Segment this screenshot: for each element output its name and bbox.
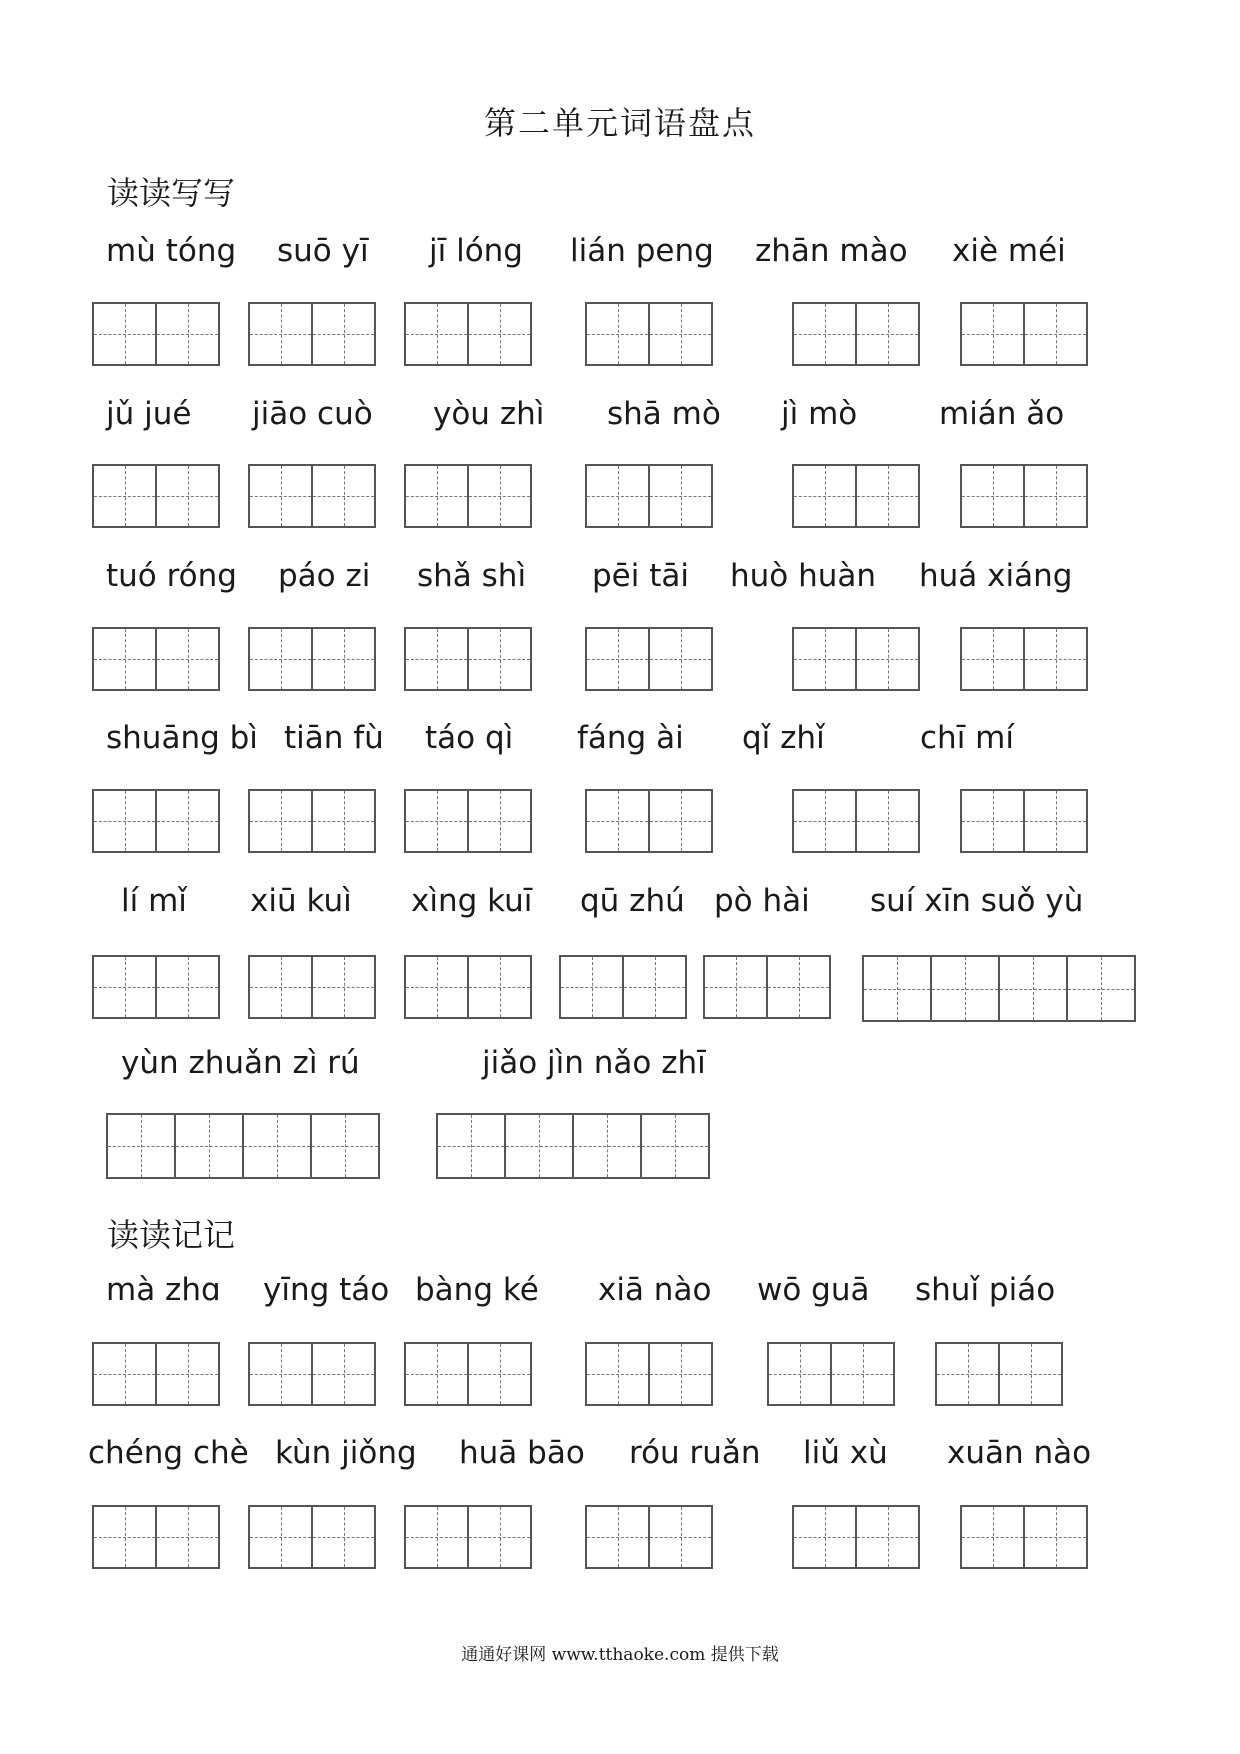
writing-cell[interactable]: [1066, 957, 1134, 1020]
writing-cell[interactable]: [406, 1344, 467, 1404]
writing-grid[interactable]: [248, 1505, 376, 1569]
writing-cell[interactable]: [311, 304, 374, 364]
pinyin-label: táo qì: [425, 720, 514, 756]
writing-cell[interactable]: [311, 629, 374, 689]
writing-cell[interactable]: [94, 957, 155, 1017]
writing-cell[interactable]: [467, 1344, 530, 1404]
pinyin-label: xìng kuī: [411, 883, 533, 919]
writing-cell[interactable]: [94, 1344, 155, 1404]
writing-cell[interactable]: [467, 1507, 530, 1567]
pinyin-label: qǐ zhǐ: [742, 720, 825, 756]
writing-cell[interactable]: [962, 466, 1023, 526]
writing-cell[interactable]: [766, 957, 829, 1017]
writing-cell[interactable]: [94, 791, 155, 851]
writing-cell[interactable]: [155, 304, 218, 364]
writing-cell[interactable]: [622, 957, 685, 1017]
writing-cell[interactable]: [998, 1344, 1061, 1404]
writing-cell[interactable]: [794, 304, 855, 364]
writing-cell[interactable]: [311, 957, 374, 1017]
writing-cell[interactable]: [794, 791, 855, 851]
pinyin-label: jiāo cuò: [252, 396, 373, 432]
pinyin-label: suí xīn suǒ yù: [870, 883, 1084, 919]
writing-cell[interactable]: [962, 791, 1023, 851]
pinyin-label: tuó róng: [106, 558, 237, 594]
pinyin-label: tiān fù: [284, 720, 384, 756]
writing-cell[interactable]: [937, 1344, 998, 1404]
writing-cell[interactable]: [769, 1344, 830, 1404]
writing-cell[interactable]: [250, 304, 311, 364]
writing-cell[interactable]: [1023, 1507, 1086, 1567]
pinyin-label: liǔ xù: [803, 1435, 888, 1471]
writing-cell[interactable]: [572, 1115, 640, 1177]
writing-cell[interactable]: [155, 957, 218, 1017]
writing-cell[interactable]: [648, 304, 711, 364]
writing-grid[interactable]: [92, 1342, 220, 1406]
writing-grid[interactable]: [92, 627, 220, 691]
pinyin-label: jī lóng: [429, 233, 523, 269]
pinyin-label: huā bāo: [459, 1435, 585, 1471]
writing-cell[interactable]: [855, 791, 918, 851]
writing-grid[interactable]: [404, 955, 532, 1019]
writing-cell[interactable]: [587, 304, 648, 364]
pinyin-label: shǎ shì: [417, 558, 527, 594]
writing-cell[interactable]: [794, 1507, 855, 1567]
writing-cell[interactable]: [962, 1507, 1023, 1567]
writing-grid[interactable]: [92, 1505, 220, 1569]
pinyin-label: fáng ài: [577, 720, 684, 756]
pinyin-label: róu ruǎn: [629, 1435, 761, 1471]
writing-cell[interactable]: [1023, 629, 1086, 689]
writing-grid[interactable]: [792, 302, 920, 366]
writing-grid[interactable]: [960, 789, 1088, 853]
writing-cell[interactable]: [587, 629, 648, 689]
writing-cell[interactable]: [587, 1344, 648, 1404]
writing-cell[interactable]: [310, 1115, 378, 1177]
writing-cell[interactable]: [648, 1507, 711, 1567]
writing-grid[interactable]: [92, 955, 220, 1019]
writing-cell[interactable]: [250, 1507, 311, 1567]
writing-grid[interactable]: [585, 789, 713, 853]
writing-grid[interactable]: [248, 955, 376, 1019]
pinyin-label: xuān nào: [947, 1435, 1092, 1471]
writing-cell[interactable]: [794, 629, 855, 689]
writing-cell[interactable]: [94, 304, 155, 364]
pinyin-label: chī mí: [920, 720, 1014, 756]
pinyin-label: pò hài: [714, 883, 810, 919]
writing-cell[interactable]: [962, 304, 1023, 364]
writing-grid[interactable]: [767, 1342, 895, 1406]
writing-cell[interactable]: [1023, 791, 1086, 851]
writing-grid[interactable]: [248, 464, 376, 528]
writing-cell[interactable]: [794, 466, 855, 526]
writing-cell[interactable]: [855, 629, 918, 689]
writing-cell[interactable]: [438, 1115, 504, 1177]
writing-grid[interactable]: [585, 1342, 713, 1406]
writing-cell[interactable]: [406, 957, 467, 1017]
pinyin-label: yòu zhì: [433, 396, 545, 432]
pinyin-label: lí mǐ: [121, 883, 187, 919]
pinyin-label: chéng chè: [88, 1435, 249, 1471]
writing-cell[interactable]: [94, 466, 155, 526]
writing-cell[interactable]: [504, 1115, 572, 1177]
writing-cell[interactable]: [174, 1115, 242, 1177]
writing-cell[interactable]: [155, 629, 218, 689]
pinyin-label: shuǐ piáo: [915, 1272, 1056, 1308]
pinyin-label: shā mò: [607, 396, 721, 432]
writing-cell[interactable]: [587, 466, 648, 526]
writing-cell[interactable]: [855, 466, 918, 526]
writing-cell[interactable]: [467, 304, 530, 364]
writing-grid[interactable]: [404, 627, 532, 691]
writing-grid[interactable]: [404, 1342, 532, 1406]
pinyin-label: jì mò: [781, 396, 858, 432]
writing-cell[interactable]: [406, 466, 467, 526]
pinyin-label: pēi tāi: [592, 558, 689, 594]
writing-cell[interactable]: [94, 629, 155, 689]
writing-cell[interactable]: [561, 957, 622, 1017]
writing-cell[interactable]: [311, 791, 374, 851]
pinyin-label: yīng táo: [263, 1272, 390, 1308]
writing-grid[interactable]: [92, 789, 220, 853]
pinyin-label: xiā nào: [598, 1272, 712, 1308]
pinyin-label: suō yī: [277, 233, 369, 269]
writing-cell[interactable]: [406, 1507, 467, 1567]
pinyin-label: huá xiáng: [919, 558, 1073, 594]
writing-cell[interactable]: [855, 304, 918, 364]
writing-grid[interactable]: [703, 955, 831, 1019]
writing-cell[interactable]: [640, 1115, 708, 1177]
writing-grid[interactable]: [248, 789, 376, 853]
pinyin-label: kùn jiǒng: [275, 1435, 417, 1471]
writing-cell[interactable]: [830, 1344, 893, 1404]
writing-cell[interactable]: [155, 466, 218, 526]
writing-cell[interactable]: [864, 957, 930, 1020]
writing-cell[interactable]: [406, 629, 467, 689]
pinyin-label: yùn zhuǎn zì rú: [121, 1045, 360, 1081]
writing-grid[interactable]: [404, 789, 532, 853]
writing-cell[interactable]: [406, 304, 467, 364]
writing-cell[interactable]: [467, 957, 530, 1017]
pinyin-label: zhān mào: [755, 233, 908, 269]
writing-grid[interactable]: [404, 464, 532, 528]
writing-cell[interactable]: [962, 629, 1023, 689]
writing-cell[interactable]: [467, 466, 530, 526]
writing-grid[interactable]: [404, 302, 532, 366]
writing-grid[interactable]: [404, 1505, 532, 1569]
writing-grid[interactable]: [792, 627, 920, 691]
writing-cell[interactable]: [250, 1344, 311, 1404]
writing-cell[interactable]: [311, 466, 374, 526]
pinyin-label: mù tóng: [106, 233, 237, 269]
writing-grid[interactable]: [792, 464, 920, 528]
writing-grid[interactable]: [585, 1505, 713, 1569]
writing-grid[interactable]: [559, 955, 687, 1019]
writing-cell[interactable]: [250, 957, 311, 1017]
writing-grid[interactable]: [248, 1342, 376, 1406]
writing-grid[interactable]: [436, 1113, 710, 1179]
writing-cell[interactable]: [155, 1344, 218, 1404]
writing-grid[interactable]: [792, 789, 920, 853]
writing-cell[interactable]: [108, 1115, 174, 1177]
pinyin-label: páo zi: [278, 558, 371, 594]
pinyin-label: huò huàn: [730, 558, 877, 594]
writing-cell[interactable]: [587, 791, 648, 851]
pinyin-label: jiǎo jìn nǎo zhī: [482, 1045, 706, 1081]
writing-cell[interactable]: [242, 1115, 310, 1177]
writing-cell[interactable]: [705, 957, 766, 1017]
writing-grid[interactable]: [248, 302, 376, 366]
writing-grid[interactable]: [106, 1113, 380, 1179]
pinyin-label: wō guā: [757, 1272, 870, 1308]
writing-grid[interactable]: [248, 627, 376, 691]
writing-cell[interactable]: [250, 791, 311, 851]
writing-cell[interactable]: [311, 1507, 374, 1567]
writing-cell[interactable]: [648, 1344, 711, 1404]
writing-grid[interactable]: [960, 302, 1088, 366]
writing-cell[interactable]: [250, 466, 311, 526]
pinyin-label: lián peng: [570, 233, 714, 269]
writing-cell[interactable]: [648, 791, 711, 851]
writing-cell[interactable]: [311, 1344, 374, 1404]
pinyin-label: jǔ jué: [106, 396, 192, 432]
writing-cell[interactable]: [250, 629, 311, 689]
page-title: 第二单元词语盘点: [483, 104, 756, 142]
writing-cell[interactable]: [467, 791, 530, 851]
writing-cell[interactable]: [155, 791, 218, 851]
pinyin-label: mián ǎo: [939, 396, 1065, 432]
writing-cell[interactable]: [998, 957, 1066, 1020]
writing-cell[interactable]: [587, 1507, 648, 1567]
pinyin-label: xiè méi: [952, 233, 1066, 269]
writing-cell[interactable]: [1023, 304, 1086, 364]
writing-cell[interactable]: [1023, 466, 1086, 526]
writing-grid[interactable]: [960, 627, 1088, 691]
writing-grid[interactable]: [935, 1342, 1063, 1406]
writing-cell[interactable]: [648, 466, 711, 526]
footer-credit: 通通好课网 www.tthaoke.com 提供下载: [461, 1645, 779, 1665]
writing-cell[interactable]: [930, 957, 998, 1020]
pinyin-label: mà zhɑ: [106, 1272, 221, 1308]
writing-grid[interactable]: [92, 464, 220, 528]
writing-grid[interactable]: [792, 1505, 920, 1569]
writing-grid[interactable]: [585, 464, 713, 528]
pinyin-label: bàng ké: [415, 1272, 539, 1308]
writing-cell[interactable]: [855, 1507, 918, 1567]
writing-cell[interactable]: [94, 1507, 155, 1567]
writing-grid[interactable]: [862, 955, 1136, 1022]
writing-grid[interactable]: [92, 302, 220, 366]
writing-cell[interactable]: [648, 629, 711, 689]
pinyin-label: qū zhú: [580, 883, 685, 919]
writing-cell[interactable]: [155, 1507, 218, 1567]
writing-cell[interactable]: [467, 629, 530, 689]
section-heading-read-write: 读读写写: [107, 174, 236, 212]
writing-grid[interactable]: [585, 627, 713, 691]
writing-grid[interactable]: [585, 302, 713, 366]
writing-cell[interactable]: [406, 791, 467, 851]
pinyin-label: shuāng bì: [106, 720, 258, 756]
writing-grid[interactable]: [960, 1505, 1088, 1569]
pinyin-label: xiū kuì: [250, 883, 352, 919]
writing-grid[interactable]: [960, 464, 1088, 528]
section-heading-read-remember: 读读记记: [107, 1216, 236, 1254]
